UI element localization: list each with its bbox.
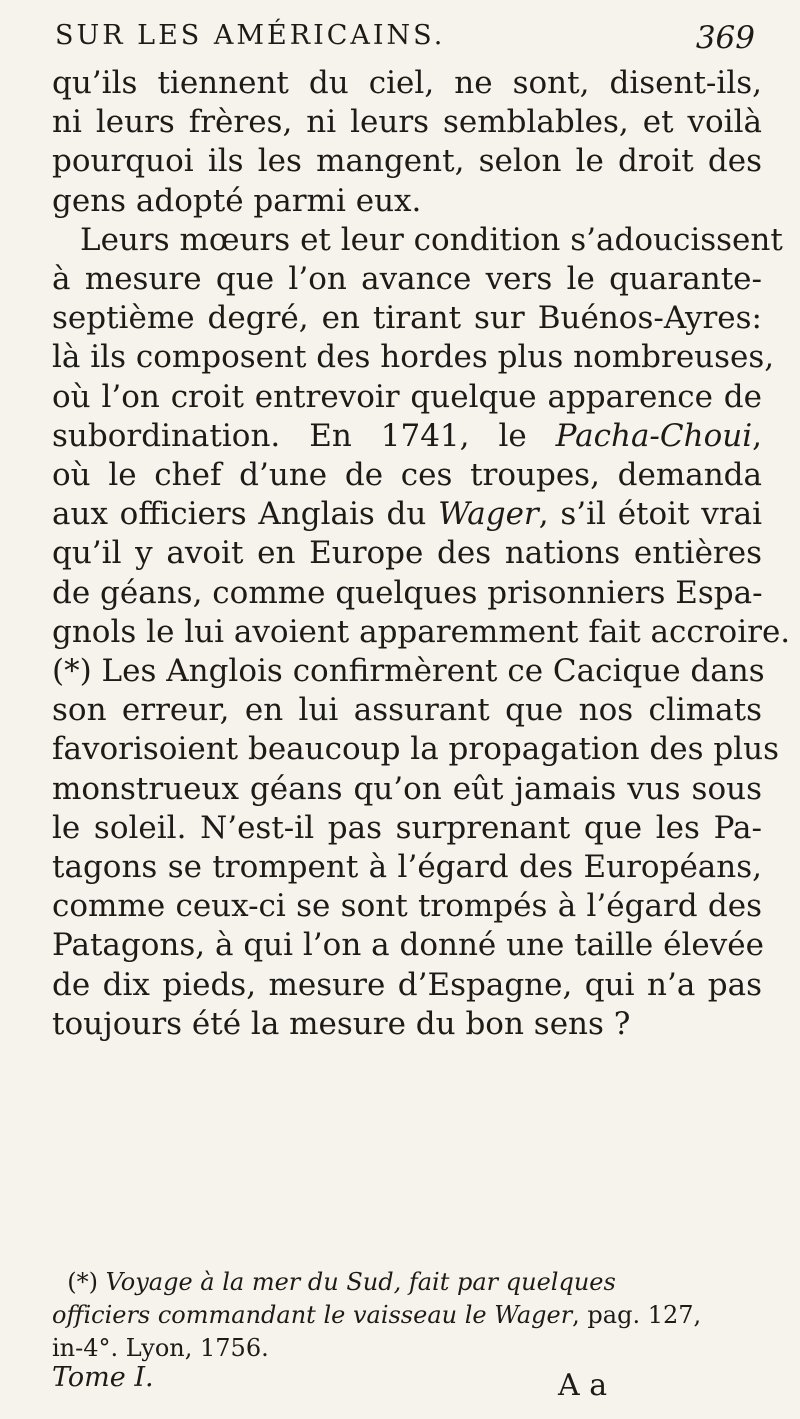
text-line: son erreur, en lui assurant que nos climats (52, 692, 762, 729)
running-head (55, 14, 755, 64)
text-line: gens adopté parmi eux. (52, 182, 422, 219)
footnote (52, 1266, 762, 1365)
text-line: toujours été la mesure du bon sens ? (52, 1005, 631, 1042)
text-line: où le chef d’une de ces troupes, demanda (52, 457, 762, 494)
footnote-mark: (*) (67, 1268, 98, 1296)
text-segment: subordination. En 1741, le (52, 417, 527, 454)
text-segment: , (752, 417, 762, 454)
text-line: tagons se trompent à l’égard des Européans, (52, 849, 762, 886)
text-segment: aux officiers Anglais du (52, 496, 427, 533)
body-text (52, 64, 791, 1044)
text-line: pourquoi ils les mangent, selon le droit des (52, 143, 762, 180)
text-line: gnols le lui avoient apparemment fait accroire. (52, 613, 791, 650)
name-pacha-choui: Pacha-Choui (555, 417, 753, 454)
footnote-line (52, 1266, 762, 1299)
text-line (52, 417, 762, 456)
signature-mark: A a (558, 1368, 608, 1403)
footnote-page: , pag. 127, (572, 1301, 702, 1329)
text-line: qu’ils tiennent du ciel, ne sont, disent-ils, (52, 65, 762, 101)
page-number: 369 (695, 20, 755, 56)
text-line: le soleil. N’est-il pas surprenant que les Pa- (52, 809, 762, 846)
text-segment: , s’il étoit vrai (538, 496, 763, 533)
volume-label: Tome I. (52, 1362, 154, 1393)
text-line: favorisoient beaucoup la propagation des plus (52, 731, 779, 768)
text-line: là ils composent des hordes plus nombreuses, (52, 339, 775, 376)
footnote-title: Voyage à la mer du Sud, fait par quelques (105, 1268, 616, 1296)
footnote-source: officiers commandant le vaisseau le Wager (52, 1301, 573, 1329)
text-line: comme ceux-ci se sont trompés à l’égard des (52, 888, 762, 925)
text-line: septième degré, en tirant sur Buénos-Ayres: (52, 300, 762, 337)
text-line: Leurs mœurs et leur condition s’adoucissent (80, 221, 783, 258)
footnote-line (52, 1299, 762, 1332)
text-line: Patagons, à qui l’on a donné une taille élevée (52, 927, 764, 964)
text-line: qu’il y avoit en Europe des nations entières (52, 535, 762, 572)
text-line: monstrueux géans qu’on eût jamais vus sous (52, 770, 762, 807)
footnote-line: in-4°. Lyon, 1756. (52, 1334, 269, 1362)
text-line: (*) Les Anglois confirmèrent ce Cacique dans (52, 653, 765, 690)
text-line: à mesure que l’on avance vers le quarante- (52, 261, 762, 298)
text-line (52, 495, 762, 534)
text-line: où l’on croit entrevoir quelque apparence de (52, 378, 762, 415)
text-line: de dix pieds, mesure d’Espagne, qui n’a pas (52, 966, 762, 1003)
text-line: de géans, comme quelques prisonniers Espa- (52, 574, 763, 611)
ship-name-wager: Wager (438, 496, 539, 533)
running-title: SUR LES AMÉRICAINS. (55, 20, 446, 51)
text-line: ni leurs frères, ni leurs semblables, et voilà (52, 104, 762, 141)
